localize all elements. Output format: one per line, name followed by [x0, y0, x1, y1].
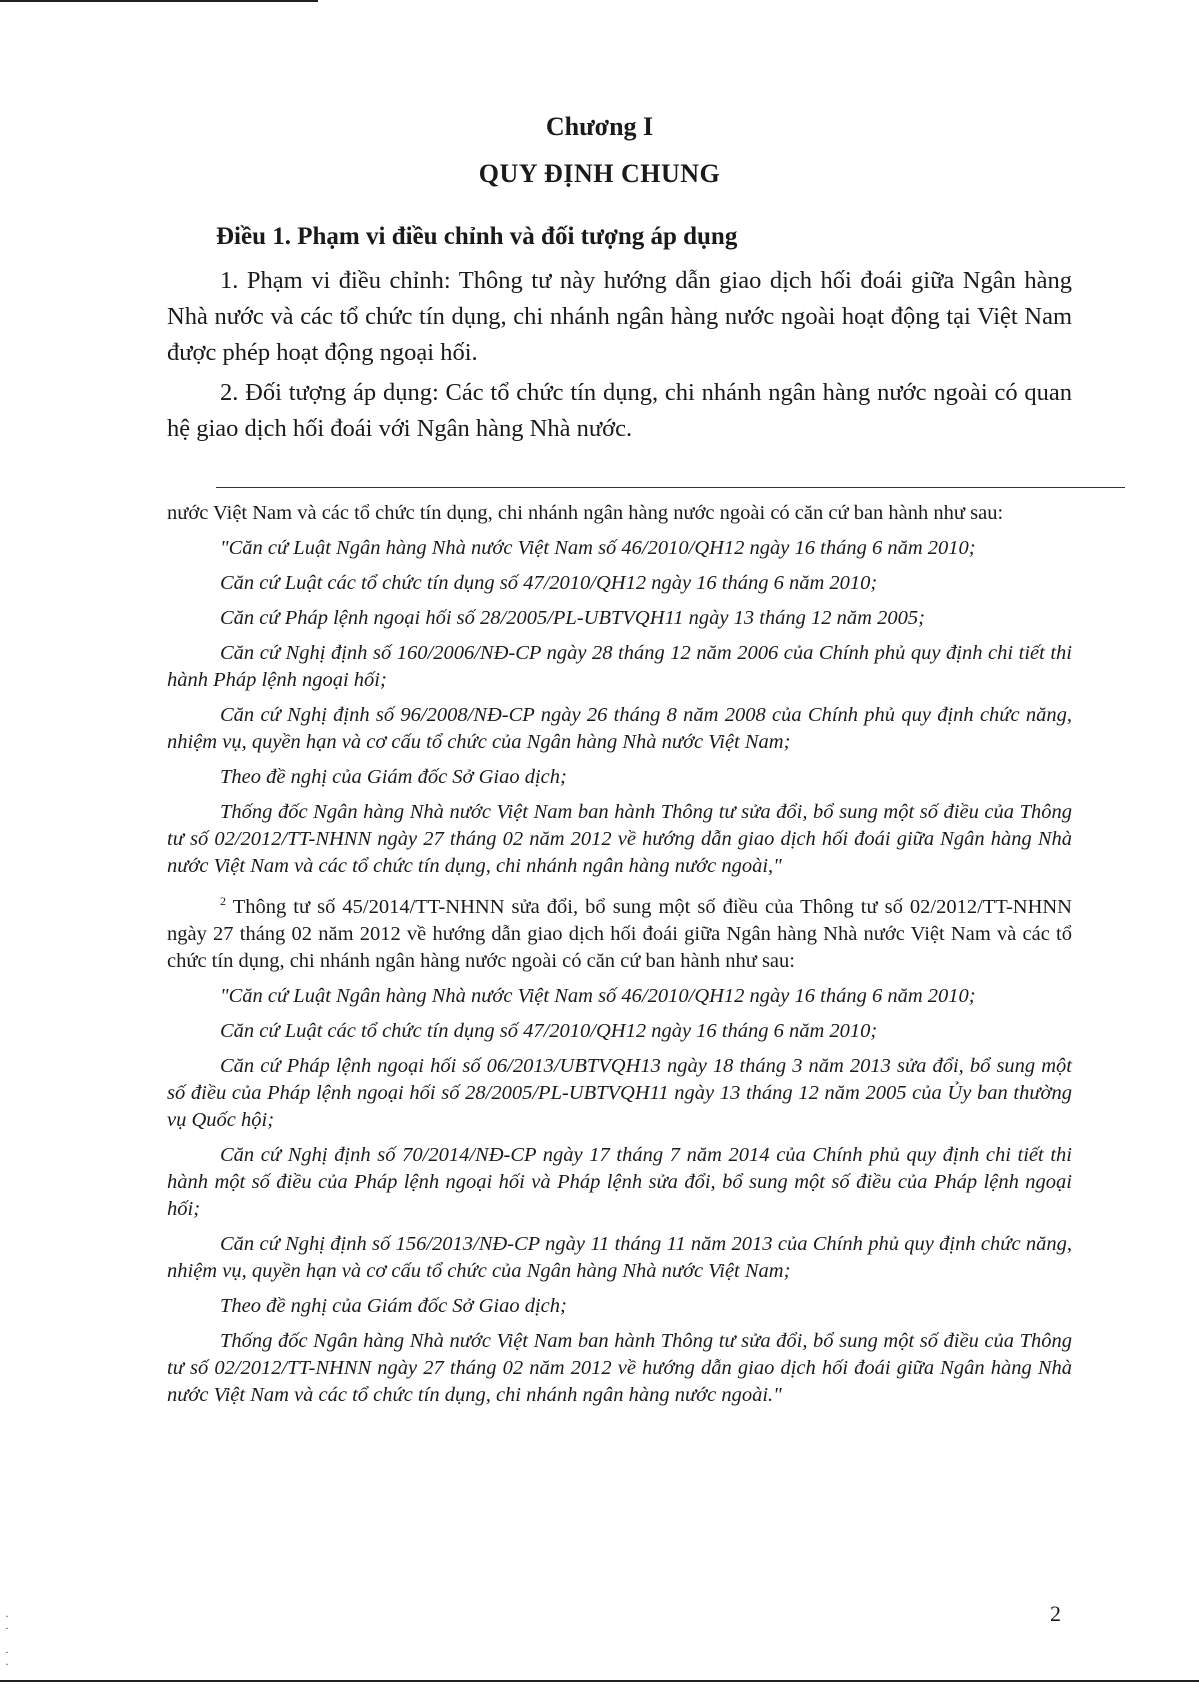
footnotes — [167, 500, 1072, 1417]
footnote-1-basis: Thống đốc Ngân hàng Nhà nước Việt Nam ban hành Thông tư sửa đổi, bổ sung một số điều của Thông tư số 02/2012/TT-NHNN ngày 27 tháng 02 năm 2012 về hướng dẫn giao dịch hối đoái giữa Ngân hàng Nhà nước Việt Nam và các tổ chức tín dụng, chi nhánh ngân hàng nước ngoài," — [167, 801, 1072, 877]
footnote-2-basis: Theo đề nghị của Giám đốc Sở Giao dịch; — [220, 1294, 567, 1317]
footnote-2-basis: Căn cứ Nghị định số 156/2013/NĐ-CP ngày 11 tháng 11 năm 2013 của Chính phủ quy định chức năng, nhiệm vụ, quyền hạn và cơ cấu tổ chức của Ngân hàng Nhà nước Việt Nam; — [167, 1232, 1072, 1282]
article-clause-1-block — [167, 263, 1072, 371]
article-heading: Điều 1. Phạm vi điều chỉnh và đối tượng áp dụng — [216, 223, 738, 250]
footnote-2-marker: 2 — [220, 894, 226, 908]
footnote-2-basis: Thống đốc Ngân hàng Nhà nước Việt Nam ban hành Thông tư sửa đổi, bổ sung một số điều của Thông tư số 02/2012/TT-NHNN ngày 27 tháng 02 năm 2012 về hướng dẫn giao dịch hối đoái giữa Ngân hàng Nhà nước Việt Nam và các tổ chức tín dụng, chi nhánh ngân hàng nước ngoài." — [167, 1329, 1072, 1406]
footnote-1-basis: Căn cứ Luật các tổ chức tín dụng số 47/2010/QH12 ngày 16 tháng 6 năm 2010; — [220, 572, 878, 594]
footnote-1-basis: Căn cứ Pháp lệnh ngoại hối số 28/2005/PL-UBTVQH11 ngày 13 tháng 12 năm 2005; — [220, 607, 925, 629]
chapter-number: Chương I — [545, 112, 654, 141]
article-clause-1: 1. Phạm vi điều chỉnh: Thông tư này hướng dẫn giao dịch hối đoái giữa Ngân hàng Nhà nước và các tổ chức tín dụng, chi nhánh ngân hàng nước ngoài hoạt động tại Việt Nam được phép hoạt động ngoại hối. — [167, 267, 1072, 366]
scan-edge-marks: · · · · — [5, 1609, 9, 1671]
article-clause-2: 2. Đối tượng áp dụng: Các tổ chức tín dụng, chi nhánh ngân hàng nước ngoài có quan hệ giao dịch hối đoái với Ngân hàng Nhà nước. — [167, 379, 1072, 442]
page-number: 2 — [1050, 1601, 1061, 1626]
footnote-separator — [216, 487, 1125, 488]
footnote-2-intro: Thông tư số 45/2014/TT-NHNN sửa đổi, bổ sung một số điều của Thông tư số 02/2012/TT-NHNN ngày 27 tháng 02 năm 2012 về hướng dẫn giao dịch hối đoái giữa Ngân hàng Nhà nước Việt Nam và các tổ chức tín dụng, chi nhánh ngân hàng nước ngoài có căn cứ ban hành như sau: — [167, 895, 1072, 972]
footnote-1-basis: Theo đề nghị của Giám đốc Sở Giao dịch; — [220, 766, 567, 788]
footnote-1-intro: nước Việt Nam và các tổ chức tín dụng, chi nhánh ngân hàng nước ngoài có căn cứ ban hành như sau: — [167, 502, 1004, 524]
chapter-title: QUY ĐỊNH CHUNG — [478, 159, 721, 188]
bottom-scan-rule — [0, 1680, 1199, 1682]
footnote-2-basis: Căn cứ Pháp lệnh ngoại hối số 06/2013/UBTVQH13 ngày 18 tháng 3 năm 2013 sửa đổi, bổ sung một số điều của Pháp lệnh ngoại hối số 28/2005/PL-UBTVQH11 ngày 13 tháng 12 năm 2005 của Ủy ban thường vụ Quốc hội; — [167, 1054, 1072, 1131]
footnote-2-basis: Căn cứ Nghị định số 70/2014/NĐ-CP ngày 17 tháng 7 năm 2014 của Chính phủ quy định chi tiết thi hành một số điều của Pháp lệnh ngoại hối và Pháp lệnh sửa đổi, bổ sung một số điều của Pháp lệnh ngoại hối; — [167, 1143, 1072, 1220]
article-clause-2-block — [167, 375, 1072, 447]
footnote-1-basis: Căn cứ Nghị định số 96/2008/NĐ-CP ngày 26 tháng 8 năm 2008 của Chính phủ quy định chức năng, nhiệm vụ, quyền hạn và cơ cấu tổ chức của Ngân hàng Nhà nước Việt Nam; — [167, 704, 1072, 753]
footnote-2-basis: Căn cứ Luật các tổ chức tín dụng số 47/2010/QH12 ngày 16 tháng 6 năm 2010; — [220, 1019, 878, 1042]
top-scan-rule — [0, 0, 318, 2]
footnote-2-basis: "Căn cứ Luật Ngân hàng Nhà nước Việt Nam số 46/2010/QH12 ngày 16 tháng 6 năm 2010; — [220, 984, 976, 1007]
footnote-2-intro-paragraph — [167, 888, 1072, 975]
footnote-1-basis: Căn cứ Nghị định số 160/2006/NĐ-CP ngày 28 tháng 12 năm 2006 của Chính phủ quy định chi tiết thi hành Pháp lệnh ngoại hối; — [167, 642, 1072, 691]
footnote-1-basis: "Căn cứ Luật Ngân hàng Nhà nước Việt Nam số 46/2010/QH12 ngày 16 tháng 6 năm 2010; — [220, 537, 976, 559]
